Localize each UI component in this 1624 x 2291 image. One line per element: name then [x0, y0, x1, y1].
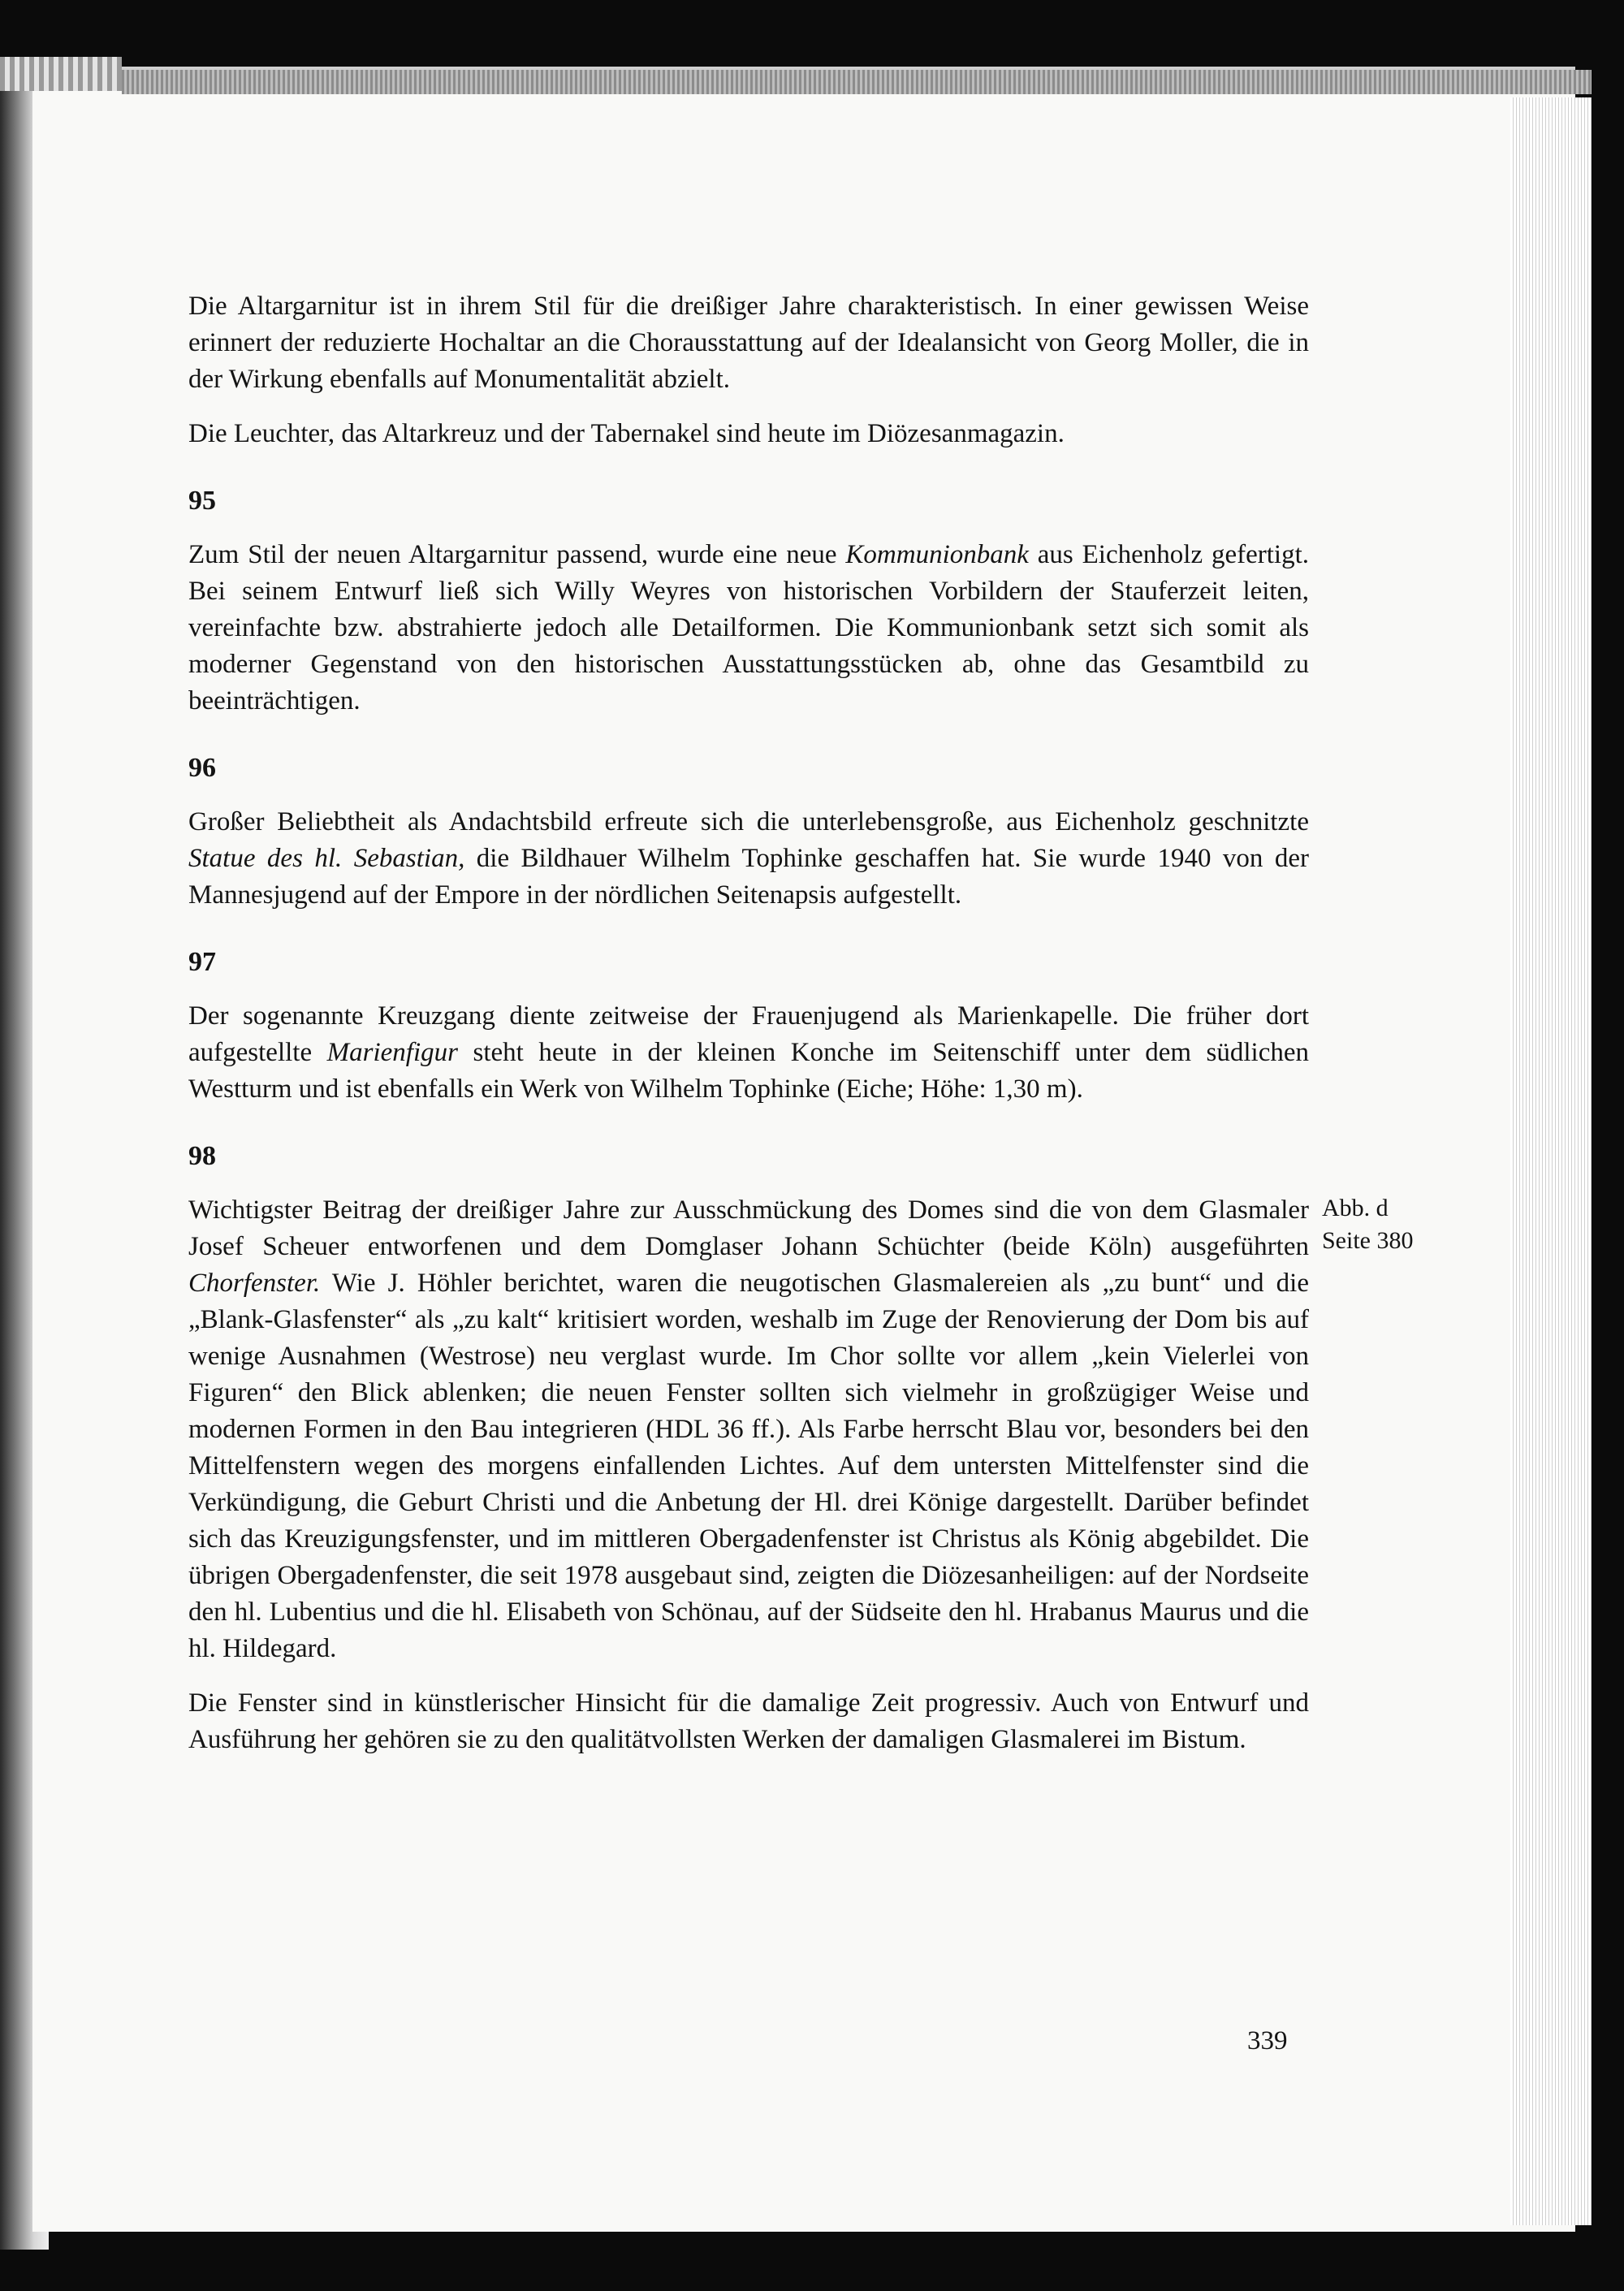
- section-96-paragraph: [188, 804, 1309, 914]
- section-95-text-1: Zum Stil der neuen Altargarnitur passend, wurde eine neue: [188, 540, 846, 569]
- page-top-edge: [122, 70, 1592, 94]
- page-content: [188, 288, 1414, 1776]
- section-95: [188, 485, 1309, 720]
- section-98-paragraph-1: [188, 1192, 1309, 1667]
- section-97-paragraph: [188, 998, 1309, 1108]
- section-98-body: [188, 1192, 1414, 1758]
- section-96-text-1: Großer Beliebtheit als Andachtsbild erfreute sich die unterlebensgroße, aus Eichenholz geschnitzte: [188, 807, 1309, 836]
- section-98: [188, 1140, 1414, 1758]
- binding-strip: [0, 57, 122, 91]
- section-97-text-1: Der sogenannte Kreuzgang diente zeitweise der Frauenjugend als Marienkapelle. Die früher dort aufgestellte: [188, 1001, 1309, 1067]
- section-98-text-1: Wichtigster Beitrag der dreißiger Jahre zur Ausschmückung des Domes sind die von dem Glasmaler Josef Scheuer entworfenen und dem Domglaser Johann Schüchter (beide Köln) ausgeführten: [188, 1195, 1309, 1261]
- section-96-text-2: die Bildhauer Wilhelm Tophinke geschaffen hat. Sie wurde 1940 von der Mannesjugend auf der Empore in der nördlichen Seitenapsis aufgestellt.: [188, 844, 1309, 910]
- margin-note-figure-ref: [1322, 1192, 1452, 1257]
- page-stack-edge: [1510, 97, 1592, 2225]
- page-number: 339: [1247, 2026, 1288, 2055]
- section-98-text-2: Wie J. Höhler berichtet, waren die neugotischen Glasmalereien als „zu bunt“ und die „Blank-Glasfenster“ als „zu kalt“ kritisiert worden, weshalb im Zuge der Renovierung der Dom bis auf wenige Ausnahmen (Westrose) neu verglast wurde. Im Chor sollte vor allem „kein Vielerlei von Figuren“ den Blick ablenken; die neuen Fenster sollten sich vielmehr in großzügiger Weise und modernen Formen in den Bau integrieren (HDL 36 ff.). Als Farbe herrscht Blau vor, besonders bei den Mittelfenstern wegen des morgens einfallenden Lichtes. Auf dem untersten Mittelfenster sind die Verkündigung, die Geburt Christi und die Anbetung der Hl. drei Könige dargestellt. Darüber befindet sich das Kreuzigungsfenster, und im mittleren Obergadenfenster ist Christus als König abgebildet. Die übrigen Obergadenfenster, die seit 1978 ausgebaut sind, zeigten die Diözesanheiligen: auf der Nordseite den hl. Lubentius und die hl. Elisabeth von Schönau, auf der Südseite den hl. Hrabanus Maurus und die hl. Hildegard.: [188, 1269, 1309, 1663]
- margin-note-line-1: Abb. d: [1322, 1195, 1389, 1221]
- section-98-paragraph-2: Die Fenster sind in künstlerischer Hinsicht für die damalige Zeit progressiv. Auch von Entwurf und Ausführung her gehören sie zu den qualitätvollsten Werken der damaligen Glasmalerei im Bistum.: [188, 1688, 1309, 1754]
- section-97-term: Marienfigur: [326, 1038, 458, 1067]
- section-number-96: 96: [188, 753, 216, 783]
- section-96-term: Statue des hl. Sebastian,: [188, 844, 465, 873]
- margin-note-line-2: Seite 380: [1322, 1227, 1414, 1254]
- section-97-text-2: steht heute in der kleinen Konche im Seitenschiff unter dem südlichen Westturm und ist ebenfalls ein Werk von Wilhelm Tophinke (Eiche; Höhe: 1,30 m).: [188, 1038, 1310, 1104]
- section-number-98: 98: [188, 1141, 216, 1171]
- intro-paragraph-1: Die Altargarnitur ist in ihrem Stil für die dreißiger Jahre charakteristisch. In einer gewissen Weise erinnert der reduzierte Hochaltar an die Chorausstattung auf der Idealansicht von Georg Moller, die in der Wirkung ebenfalls auf Monumentalität abzielt.: [188, 292, 1309, 394]
- section-97: [188, 946, 1309, 1108]
- section-98-term: Chorfenster.: [188, 1269, 321, 1298]
- intro-paragraph-2: Die Leuchter, das Altarkreuz und der Tabernakel sind heute im Diözesanmagazin.: [188, 419, 1065, 448]
- section-95-paragraph: [188, 537, 1309, 720]
- section-96: [188, 752, 1309, 914]
- section-number-95: 95: [188, 486, 216, 516]
- section-95-term: Kommunionbank: [845, 540, 1029, 569]
- section-number-97: 97: [188, 947, 216, 977]
- section-95-text-2: aus Eichenholz gefertigt. Bei seinem Entwurf ließ sich Willy Weyres von historischen Vorbildern der Stauferzeit leiten, vereinfachte bzw. abstrahierte jedoch alle Detailformen. Die Kommunionbank setzt sich somit als moderner Gegenstand von den historischen Ausstattungsstücken ab, ohne das Gesamtbild zu beeinträchtigen.: [188, 540, 1309, 715]
